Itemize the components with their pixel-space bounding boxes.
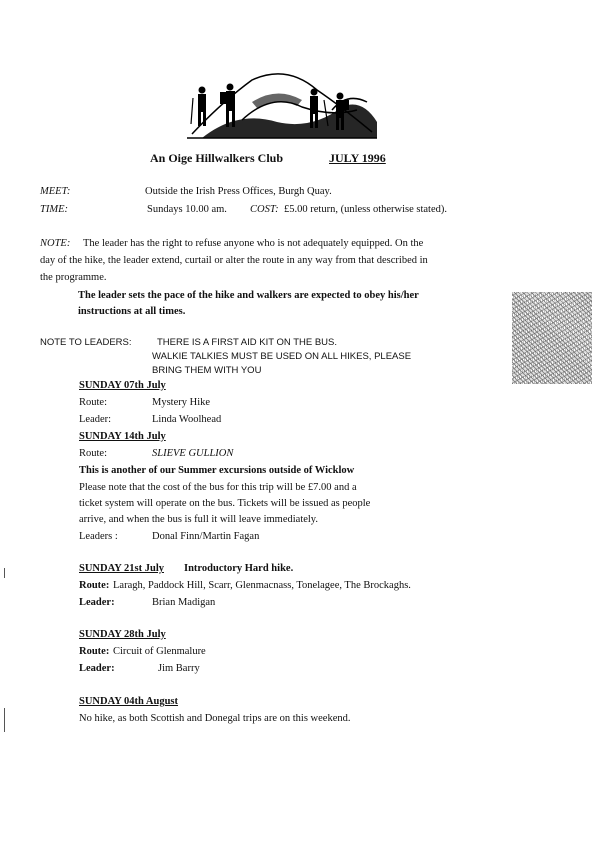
route-value: Circuit of Glenmalure (113, 646, 206, 657)
note-line: The leader has the right to refuse anyone who is not adequately equipped. On the (83, 238, 424, 249)
meet-value: Outside the Irish Press Offices, Burgh Quay. (145, 186, 332, 197)
leader-value: Jim Barry (158, 663, 200, 674)
meet-label: MEET: (40, 186, 71, 197)
bus-note-line: Please note that the cost of the bus for this trip will be £7.00 and a (79, 482, 357, 493)
route-value: SLIEVE GULLION (152, 448, 234, 459)
club-logo (182, 62, 382, 144)
leader-value: Donal Finn/Martin Fagan (152, 531, 260, 542)
leaders-note-line: WALKIE TALKIES MUST BE USED ON ALL HIKES, PLEASE (152, 351, 412, 362)
pace-note: instructions at all times. (78, 306, 186, 317)
route-label: Route: (79, 448, 107, 459)
time-label: TIME: (40, 204, 68, 215)
leader-value: Brian Madigan (152, 597, 216, 608)
note-label: NOTE: (40, 238, 71, 249)
note-line: the programme. (40, 272, 107, 283)
leader-label: Leaders : (79, 531, 118, 542)
scan-mark (4, 568, 5, 578)
hike-date: SUNDAY 21st July (79, 563, 164, 574)
hike-date: SUNDAY 28th July (79, 629, 166, 640)
leader-value: Linda Woolhead (152, 414, 222, 425)
route-value: Laragh, Paddock Hill, Scarr, Glenmacnass, Tonelagee, The Brockaghs. (113, 580, 411, 591)
cost-label: COST: (250, 204, 279, 215)
bus-note-line: ticket system will operate on the bus. Tickets will be issued as people (79, 498, 371, 509)
route-label: Route: (79, 646, 110, 657)
leader-label: Leader: (79, 414, 112, 425)
note-line: day of the hike, the leader extend, curtail or alter the route in any way from that described in (40, 255, 428, 266)
leaders-note-label: NOTE TO LEADERS: (40, 337, 132, 348)
excursion-note: This is another of our Summer excursions outside of Wicklow (79, 465, 355, 476)
route-label: Route: (79, 397, 107, 408)
pace-note: The leader sets the pace of the hike and walkers are expected to obey his/her (78, 290, 419, 301)
scan-noise (512, 292, 592, 384)
hike-title: Introductory Hard hike. (184, 563, 294, 574)
issue-month: JULY 1996 (329, 151, 386, 165)
time-value: Sundays 10.00 am. (147, 204, 227, 215)
no-hike-note: No hike, as both Scottish and Donegal trips are on this weekend. (79, 713, 351, 724)
leader-label: Leader: (79, 597, 115, 608)
leaders-note-line: BRING THEM WITH YOU (152, 365, 262, 376)
hike-date: SUNDAY 04th August (79, 696, 179, 707)
bus-note-line: arrive, and when the bus is full it will leave immediately. (79, 514, 319, 525)
hike-date: SUNDAY 14th July (79, 431, 166, 442)
route-value: Mystery Hike (152, 397, 211, 408)
cost-value: £5.00 return, (unless otherwise stated). (284, 204, 448, 215)
route-label: Route: (79, 580, 110, 591)
leaders-note-line: THERE IS A FIRST AID KIT ON THE BUS. (157, 337, 338, 348)
hike-date: SUNDAY 07th July (79, 380, 166, 391)
club-title: An Oige Hillwalkers Club (150, 151, 284, 165)
leader-label: Leader: (79, 663, 115, 674)
scan-mark (4, 708, 5, 732)
